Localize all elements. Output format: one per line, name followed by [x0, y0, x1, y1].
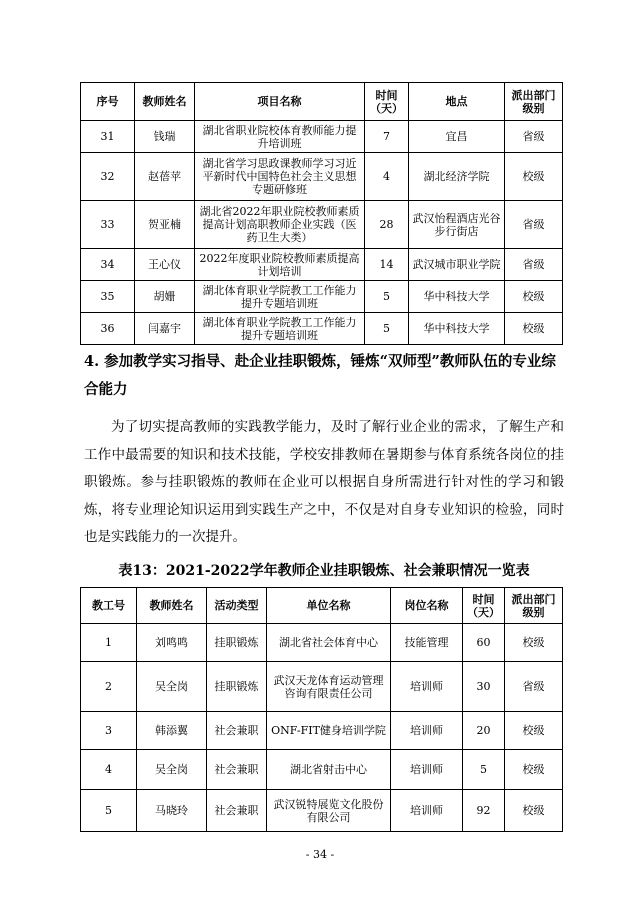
cell-days: 92: [463, 790, 505, 832]
cell-level: 校级: [505, 153, 563, 201]
cell-project: 湖北体育职业学院教工工作能力提升专题培训班: [195, 281, 365, 313]
cell-project: 湖北省职业院校体育教师能力提升培训班: [195, 121, 365, 153]
cell-staff-id: 5: [81, 790, 137, 832]
table-row: [81, 313, 563, 345]
cell-level: 省级: [505, 121, 563, 153]
table-row: [81, 712, 563, 750]
cell-position: 培训师: [391, 712, 463, 750]
cell-location: 宜昌: [409, 121, 505, 153]
col-header-activity: 活动类型: [207, 588, 267, 624]
cell-days: 20: [463, 712, 505, 750]
cell-index: 31: [81, 121, 135, 153]
cell-unit: 武汉锐特展览文化股份有限公司: [267, 790, 391, 832]
table-row: [81, 662, 563, 712]
cell-index: 34: [81, 249, 135, 281]
cell-teacher: 韩添翼: [137, 712, 207, 750]
cell-days: 4: [365, 153, 409, 201]
cell-days: 7: [365, 121, 409, 153]
section-paragraph: 为了切实提高教师的实践教学能力，及时了解行业企业的需求，了解生产和工作中最需要的知识和技术技能，学校安排教师在暑期参与体育系统各岗位的挂职锻炼。参与挂职锻炼的教师在企业可以根据自身所需进行针对性的学习和锻炼，将专业理论知识运用到实践生产之中，不仅是对自身专业知识的检验，同时也是实践能力的一次提升。: [84, 419, 564, 545]
table-header-row: [81, 83, 563, 121]
col-header-staff-id: 教工号: [81, 588, 137, 624]
cell-activity: 挂职锻炼: [207, 624, 267, 662]
cell-level: 省级: [505, 201, 563, 249]
cell-teacher: 贺亚楠: [135, 201, 195, 249]
cell-level: 校级: [505, 313, 563, 345]
training-table: [80, 82, 563, 345]
cell-activity: 社会兼职: [207, 750, 267, 790]
col-header-location: 地点: [409, 83, 505, 121]
cell-teacher: 赵蓓苹: [135, 153, 195, 201]
table-row: [81, 121, 563, 153]
cell-level: 省级: [505, 662, 563, 712]
cell-unit: ONF-FIT健身培训学院: [267, 712, 391, 750]
secondment-table: [80, 587, 563, 832]
cell-level: 校级: [505, 790, 563, 832]
cell-teacher: 胡姗: [135, 281, 195, 313]
cell-location: 华中科技大学: [409, 281, 505, 313]
cell-staff-id: 4: [81, 750, 137, 790]
cell-teacher: 马晓玲: [137, 790, 207, 832]
col-header-project: 项目名称: [195, 83, 365, 121]
cell-activity: 社会兼职: [207, 790, 267, 832]
table-header-row: [81, 588, 563, 624]
table-row: [81, 624, 563, 662]
col-header-position: 岗位名称: [391, 588, 463, 624]
cell-unit: 湖北省射击中心: [267, 750, 391, 790]
col-header-days: 时间（天）: [365, 83, 409, 121]
cell-index: 33: [81, 201, 135, 249]
cell-days: 5: [365, 313, 409, 345]
cell-days: 30: [463, 662, 505, 712]
cell-project: 2022年度职业院校教师素质提高计划培训: [195, 249, 365, 281]
cell-teacher: 吴全岗: [137, 750, 207, 790]
cell-index: 32: [81, 153, 135, 201]
cell-position: 技能管理: [391, 624, 463, 662]
cell-days: 14: [365, 249, 409, 281]
table-row: [81, 201, 563, 249]
cell-position: 培训师: [391, 662, 463, 712]
cell-location: 华中科技大学: [409, 313, 505, 345]
cell-teacher: 闫嘉宇: [135, 313, 195, 345]
col-header-index: 序号: [81, 83, 135, 121]
cell-staff-id: 2: [81, 662, 137, 712]
col-header-teacher: 教师姓名: [137, 588, 207, 624]
cell-level: 校级: [505, 750, 563, 790]
cell-teacher: 钱瑞: [135, 121, 195, 153]
cell-unit: 武汉天龙体育运动管理咨询有限责任公司: [267, 662, 391, 712]
table-row: [81, 153, 563, 201]
cell-location: 武汉怡程酒店光谷步行街店: [409, 201, 505, 249]
cell-position: 培训师: [391, 790, 463, 832]
cell-days: 5: [365, 281, 409, 313]
col-header-teacher: 教师姓名: [135, 83, 195, 121]
table-row: [81, 249, 563, 281]
cell-project: 湖北体育职业学院教工工作能力提升专题培训班: [195, 313, 365, 345]
cell-activity: 社会兼职: [207, 712, 267, 750]
cell-index: 35: [81, 281, 135, 313]
cell-teacher: 刘鸣鸣: [137, 624, 207, 662]
table-row: [81, 790, 563, 832]
table-row: [81, 281, 563, 313]
cell-days: 5: [463, 750, 505, 790]
table-caption: 表13：2021-2022学年教师企业挂职锻炼、社会兼职情况一览表: [118, 563, 530, 579]
cell-level: 校级: [505, 712, 563, 750]
cell-days: 28: [365, 201, 409, 249]
cell-location: 武汉城市职业学院: [409, 249, 505, 281]
cell-staff-id: 1: [81, 624, 137, 662]
cell-teacher: 王心仪: [135, 249, 195, 281]
cell-index: 36: [81, 313, 135, 345]
page-number: - 34 -: [305, 848, 335, 861]
cell-staff-id: 3: [81, 712, 137, 750]
table-row: [81, 750, 563, 790]
cell-location: 湖北经济学院: [409, 153, 505, 201]
col-header-unit: 单位名称: [267, 588, 391, 624]
section-heading: 4. 参加教学实习指导、赴企业挂职锻炼，锤炼“双师型”教师队伍的专业综合能力: [84, 353, 556, 398]
cell-position: 培训师: [391, 750, 463, 790]
cell-days: 60: [463, 624, 505, 662]
col-header-level: 派出部门级别: [505, 588, 563, 624]
cell-level: 省级: [505, 249, 563, 281]
col-header-days: 时间（天）: [463, 588, 505, 624]
cell-teacher: 吴全岗: [137, 662, 207, 712]
cell-project: 湖北省2022年职业院校教师素质提高计划高职教师企业实践（医药卫生大类）: [195, 201, 365, 249]
cell-project: 湖北省学习思政课教师学习习近平新时代中国特色社会主义思想专题研修班: [195, 153, 365, 201]
cell-activity: 挂职锻炼: [207, 662, 267, 712]
cell-level: 校级: [505, 281, 563, 313]
col-header-level: 派出部门级别: [505, 83, 563, 121]
cell-level: 校级: [505, 624, 563, 662]
cell-unit: 湖北省社会体育中心: [267, 624, 391, 662]
